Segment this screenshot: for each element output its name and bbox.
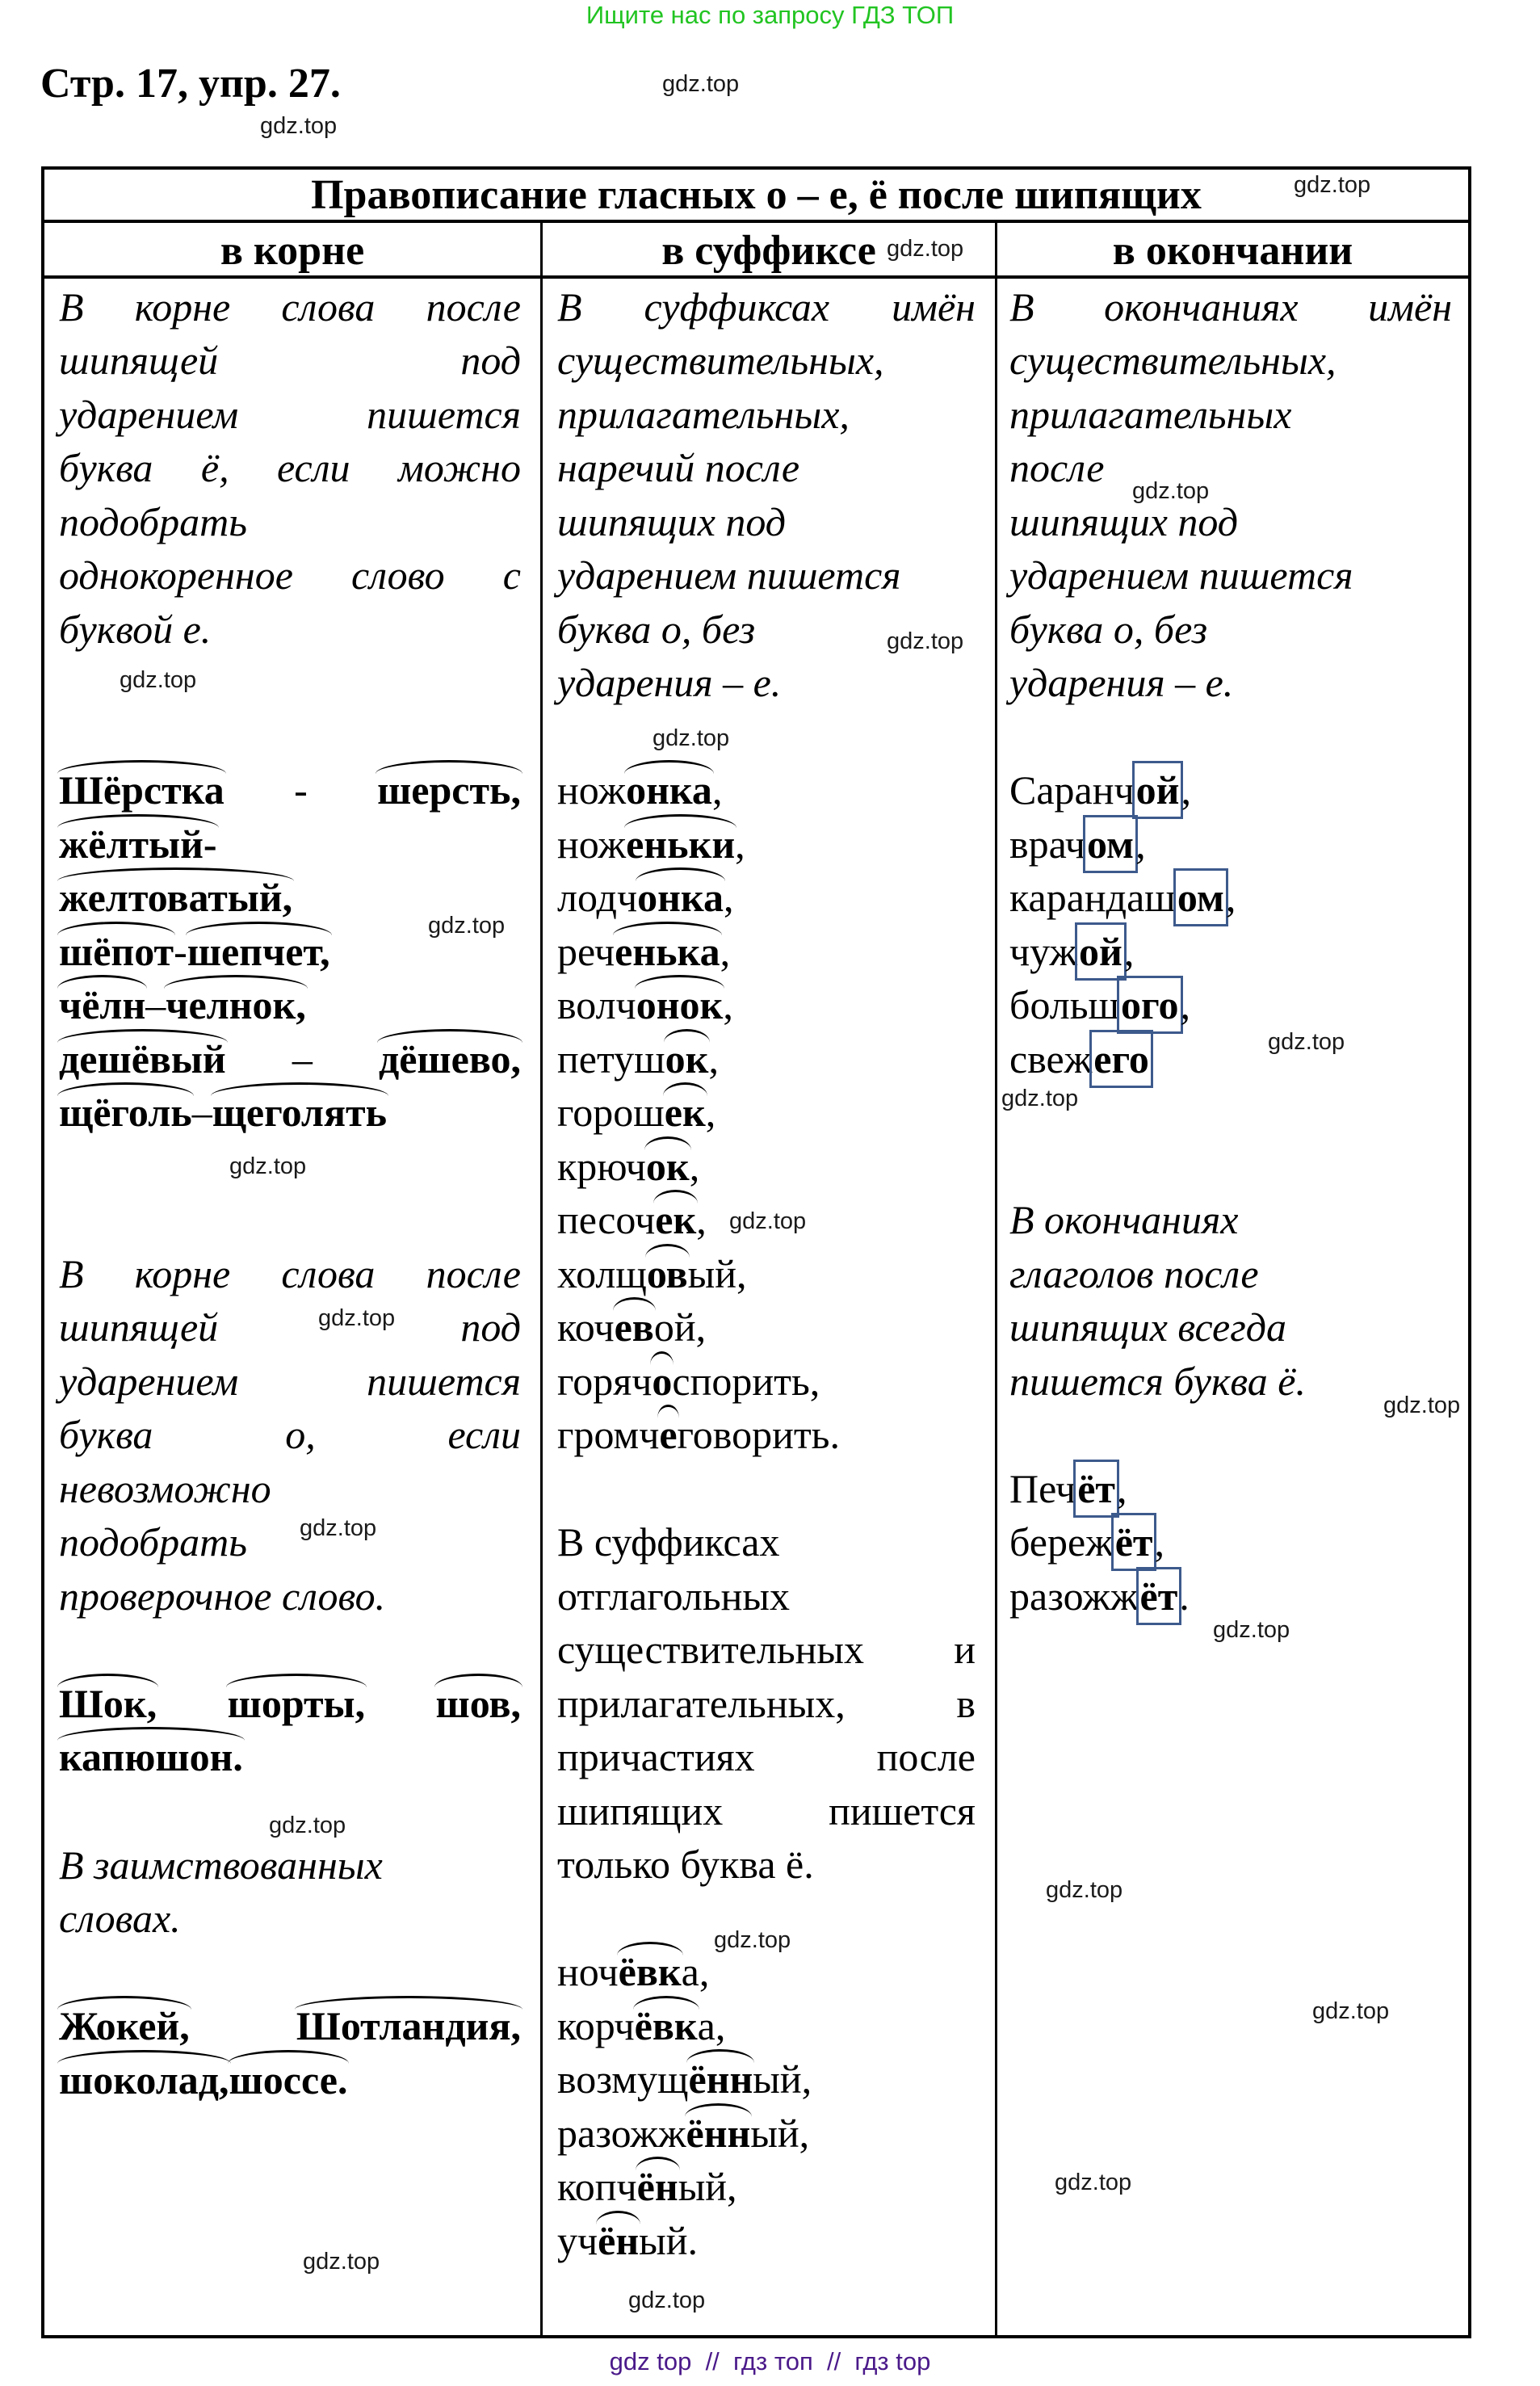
- text-segment: разожж: [1009, 1573, 1139, 1619]
- text-line: [1009, 1032, 1452, 1086]
- text-segment: песоч: [557, 1197, 656, 1242]
- text-segment: с: [502, 552, 521, 598]
- text-segment: ,: [1135, 821, 1146, 867]
- text-segment: ,: [1116, 1466, 1127, 1511]
- text-line: [1009, 978, 1452, 1031]
- text-segment: ,: [711, 767, 723, 813]
- text-segment: В заимствованных: [59, 1842, 383, 1888]
- text-segment: ,: [723, 875, 734, 920]
- text-line: [59, 1300, 521, 1354]
- morpheme-arc: шёпот: [59, 925, 174, 978]
- text-segment: ый,: [678, 2164, 737, 2209]
- watermark: gdz.top: [260, 113, 338, 139]
- text-segment: ударения – е.: [557, 660, 782, 705]
- morpheme-arc: чёлн: [59, 978, 145, 1031]
- text-segment: коч: [557, 1304, 615, 1350]
- watermark: gdz.top: [1132, 478, 1210, 504]
- text-segment: ый,: [750, 2111, 810, 2156]
- morpheme-arc: ек: [655, 1193, 696, 1246]
- watermark: gdz.top: [628, 2287, 706, 2313]
- morpheme-arc: шов,: [436, 1677, 521, 1730]
- text-segment: карандаш: [1009, 875, 1176, 920]
- text-segment: прилагательных,: [557, 392, 850, 437]
- ending-highlight: ого: [1119, 978, 1180, 1031]
- text-segment: разожж: [557, 2111, 686, 2156]
- text-segment: чуж: [1009, 929, 1078, 974]
- text-segment: В: [557, 284, 582, 330]
- text-line: [59, 495, 521, 548]
- text-line: [59, 1838, 521, 1892]
- text-line: [59, 603, 521, 656]
- text-segment: прилагательных,: [557, 1681, 846, 1726]
- text-segment: петуш: [557, 1036, 665, 1082]
- text-segment: ,: [1154, 1519, 1164, 1565]
- text-segment: шипящей: [59, 338, 219, 383]
- text-line: [59, 1355, 521, 1408]
- text-segment: пишется буква ё.: [1009, 1359, 1306, 1404]
- text-segment: существительных,: [557, 338, 884, 383]
- text-segment: –: [145, 982, 166, 1027]
- text-segment: горош: [557, 1090, 665, 1135]
- text-segment: шипящей: [59, 1304, 219, 1350]
- morpheme-arc: ов: [647, 1247, 688, 1300]
- watermark: gdz.top: [729, 1208, 807, 1234]
- text-segment: уч: [557, 2218, 598, 2263]
- text-segment: существительных: [557, 1627, 865, 1672]
- text-line: [557, 1730, 976, 1783]
- text-line: [557, 441, 976, 494]
- text-segment: врач: [1009, 821, 1085, 867]
- ending-highlight: ёт: [1114, 1515, 1155, 1569]
- text-segment: окончаниях: [1104, 284, 1299, 330]
- text-segment: после: [426, 1251, 521, 1296]
- text-segment: под: [460, 1304, 521, 1350]
- text-segment: ударением: [59, 1359, 239, 1404]
- column-header-suffix: в суффиксе: [661, 228, 876, 274]
- text-segment: о,: [285, 1412, 316, 1457]
- text-line: [59, 334, 521, 387]
- morpheme-arc: шорты,: [228, 1677, 365, 1730]
- morpheme-arc: шепчет,: [187, 925, 330, 978]
- morpheme-arc: желтоватый,: [59, 871, 292, 924]
- text-segment: ,: [723, 982, 733, 1027]
- watermark: gdz.top: [1213, 1617, 1290, 1643]
- text-segment: .: [1179, 1573, 1190, 1619]
- text-line: [59, 763, 521, 817]
- text-segment: слова: [281, 284, 376, 330]
- text-segment: ё,: [200, 445, 229, 490]
- text-segment: реч: [557, 929, 615, 974]
- text-segment: больш: [1009, 982, 1120, 1027]
- text-line: [557, 1784, 976, 1838]
- text-segment: после: [876, 1734, 976, 1779]
- text-segment: ,: [1123, 929, 1135, 974]
- text-segment: корне: [134, 1251, 231, 1296]
- text-line: [557, 2160, 976, 2213]
- text-segment: буквой е.: [59, 607, 212, 652]
- text-segment: а,: [697, 2003, 726, 2048]
- morpheme-arc: о: [652, 1355, 672, 1408]
- text-segment: буква о, без: [557, 607, 756, 652]
- text-line: [557, 1569, 976, 1623]
- text-line: [59, 548, 521, 602]
- text-segment: ый.: [639, 2218, 699, 2263]
- text-segment: под: [460, 338, 521, 383]
- text-segment: если: [277, 445, 350, 490]
- text-line: [1009, 1247, 1452, 1300]
- text-segment: ударением пишется: [1009, 552, 1353, 598]
- text-line: [1009, 1515, 1452, 1569]
- text-segment: громч: [557, 1412, 660, 1457]
- morpheme-arc: ёвк: [635, 1999, 698, 2052]
- watermark: gdz.top: [1294, 172, 1371, 198]
- text-line: [1009, 280, 1452, 334]
- text-segment: горяч: [557, 1359, 653, 1404]
- text-line: [557, 1355, 976, 1408]
- text-segment: слова: [281, 1251, 376, 1296]
- text-line: [557, 763, 976, 817]
- text-segment: корне: [134, 284, 231, 330]
- text-segment: наречий после: [557, 445, 800, 490]
- text-line: [59, 1999, 521, 2052]
- text-line: [59, 280, 521, 334]
- text-segment: словах.: [59, 1896, 181, 1941]
- text-line: [59, 1247, 521, 1300]
- page-title: Стр. 17, упр. 27.: [40, 61, 341, 107]
- morpheme-arc: енька: [615, 925, 720, 978]
- text-line: [59, 978, 521, 1031]
- text-segment: прилагательных: [1009, 392, 1292, 437]
- text-segment: слово: [351, 552, 445, 598]
- watermark: gdz.top: [318, 1305, 396, 1331]
- morpheme-arc: ёвк: [619, 1945, 682, 1998]
- text-segment: если: [447, 1412, 521, 1457]
- text-segment: крюч: [557, 1144, 646, 1189]
- text-line: [557, 1677, 976, 1730]
- watermark: gdz.top: [662, 71, 740, 97]
- morpheme-arc: Шок,: [59, 1677, 157, 1730]
- text-segment: ,: [720, 929, 731, 974]
- watermark: gdz.top: [1312, 1998, 1390, 2024]
- morpheme-arc: жёлтый-: [59, 817, 217, 871]
- text-segment: ударения – е.: [1009, 660, 1234, 705]
- ending-highlight: ой: [1135, 763, 1181, 817]
- text-line: [59, 2053, 521, 2107]
- text-segment: ударением: [59, 392, 239, 437]
- morpheme-arc: дешёвый: [59, 1032, 226, 1086]
- text-line: [1009, 1300, 1452, 1354]
- text-segment: в: [956, 1681, 976, 1726]
- text-segment: ,: [689, 1144, 700, 1189]
- text-segment: шипящих: [557, 1788, 724, 1834]
- text-line: [557, 925, 976, 978]
- morpheme-arc: ок: [646, 1140, 690, 1193]
- text-segment: существительных,: [1009, 338, 1336, 383]
- text-line: [557, 1032, 976, 1086]
- text-line: [557, 1838, 976, 1891]
- ending-highlight: ом: [1176, 871, 1226, 924]
- text-segment: Саранч: [1009, 767, 1135, 813]
- text-line: [557, 1515, 976, 1569]
- text-segment: шипящих под: [557, 499, 787, 544]
- text-line: [59, 1892, 521, 1945]
- morpheme-arc: шерсть,: [377, 763, 521, 817]
- text-line: [557, 817, 976, 871]
- morpheme-arc: онка: [626, 763, 712, 817]
- text-segment: нож: [557, 821, 627, 867]
- morpheme-arc: ев: [615, 1300, 654, 1354]
- text-line: [557, 656, 976, 709]
- morpheme-arc: онка: [637, 871, 724, 924]
- column-divider-1: [540, 221, 543, 2338]
- morpheme-arc: щёголь: [59, 1086, 192, 1139]
- ending-highlight: ёт: [1076, 1462, 1117, 1515]
- text-line: [59, 388, 521, 441]
- text-line: [557, 1300, 976, 1354]
- text-segment: имён: [892, 284, 976, 330]
- text-segment: -: [294, 767, 308, 813]
- morpheme-arc: ён: [598, 2214, 639, 2267]
- watermark: gdz.top: [428, 913, 506, 939]
- morpheme-arc: челнок,: [166, 978, 306, 1031]
- text-line: [1009, 817, 1452, 871]
- text-segment: холщ: [557, 1251, 647, 1296]
- text-segment: глаголов после: [1009, 1251, 1259, 1296]
- text-line: [1009, 441, 1452, 494]
- ending-highlight: ёт: [1139, 1569, 1180, 1623]
- text-line: [557, 2052, 976, 2106]
- text-line: [59, 441, 521, 494]
- watermark: gdz.top: [300, 1515, 377, 1541]
- text-segment: однокоренное: [59, 552, 293, 598]
- text-line: [557, 2107, 976, 2160]
- text-segment: пишется: [367, 392, 521, 437]
- text-segment: спорить,: [672, 1359, 820, 1404]
- text-segment: ,: [705, 1090, 716, 1135]
- text-line: [1009, 334, 1452, 387]
- morpheme-arc: шоколад,: [59, 2053, 229, 2107]
- watermark: gdz.top: [887, 236, 964, 262]
- morpheme-arc: ок: [665, 1032, 709, 1086]
- text-segment: проверочное слово.: [59, 1573, 386, 1619]
- column-header-ending: в окончании: [1112, 228, 1353, 274]
- text-segment: В суффиксах: [557, 1519, 780, 1565]
- text-segment: ,: [708, 1036, 719, 1082]
- text-line: [557, 1247, 976, 1300]
- text-line: [1009, 763, 1452, 817]
- column-header-root: в корне: [220, 228, 365, 274]
- text-line: [1009, 548, 1452, 602]
- watermark: gdz.top: [229, 1153, 307, 1179]
- text-segment: невозможно: [59, 1466, 271, 1511]
- text-segment: только буква ё.: [557, 1842, 814, 1887]
- text-segment: пишется: [829, 1788, 976, 1834]
- morpheme-arc: щеголять: [212, 1086, 387, 1139]
- morpheme-arc: Жокей,: [59, 1999, 190, 2052]
- watermark: gdz.top: [120, 667, 197, 693]
- text-segment: имён: [1368, 284, 1452, 330]
- text-line: [1009, 925, 1452, 978]
- text-line: [59, 1408, 521, 1461]
- text-segment: возмущ: [557, 2056, 689, 2102]
- text-line: [557, 1999, 976, 2052]
- text-segment: ,: [696, 1197, 707, 1242]
- text-segment: после: [1009, 445, 1105, 490]
- morpheme-arc: ён: [637, 2160, 678, 2213]
- text-line: [1009, 495, 1452, 548]
- watermark: gdz.top: [1268, 1029, 1345, 1055]
- text-line: [557, 2214, 976, 2267]
- text-segment: буква: [59, 445, 153, 490]
- text-line: [1009, 1569, 1452, 1623]
- text-line: [557, 871, 976, 924]
- text-segment: Печ: [1009, 1466, 1076, 1511]
- ending-highlight: ой: [1077, 925, 1124, 978]
- text-segment: В окончаниях: [1009, 1197, 1239, 1242]
- morpheme-arc: еньки: [626, 817, 735, 871]
- watermark: gdz.top: [269, 1813, 346, 1838]
- text-line: [1009, 603, 1452, 656]
- text-line: [557, 388, 976, 441]
- text-line: [557, 495, 976, 548]
- text-line: [557, 1140, 976, 1193]
- search-banner: Ищите нас по запросу ГДЗ ТОП: [585, 1, 955, 29]
- text-segment: ,: [735, 821, 745, 867]
- text-segment: –: [292, 1036, 313, 1082]
- text-segment: ой,: [653, 1304, 707, 1350]
- text-line: [59, 1677, 521, 1730]
- text-segment: ый,: [687, 1251, 747, 1296]
- morpheme-arc: е: [659, 1408, 677, 1461]
- text-line: [557, 978, 976, 1031]
- table-title: Правописание гласных о – е, ё после шипящих: [311, 172, 1202, 218]
- morpheme-arc: ённ: [688, 2052, 753, 2106]
- text-segment: В: [1009, 284, 1034, 330]
- column-divider-2: [995, 221, 997, 2338]
- text-line: [59, 817, 521, 871]
- morpheme-arc: Шёрстка: [59, 763, 224, 817]
- text-line: [557, 1623, 976, 1676]
- text-segment: ,: [1225, 875, 1236, 920]
- watermark: gdz.top: [1046, 1877, 1123, 1903]
- text-line: [557, 334, 976, 387]
- text-line: [1009, 871, 1452, 924]
- watermark: gdz.top: [1055, 2170, 1132, 2195]
- text-segment: лодч: [557, 875, 638, 920]
- text-segment: буква о, без: [1009, 607, 1208, 652]
- text-line: [59, 1086, 521, 1139]
- text-segment: шипящих всегда: [1009, 1304, 1286, 1350]
- text-line: [59, 1462, 521, 1515]
- text-line: [1009, 388, 1452, 441]
- watermark: gdz.top: [303, 2249, 380, 2275]
- text-segment: подобрать: [59, 499, 247, 544]
- text-segment: ноч: [557, 1949, 619, 1994]
- watermark: gdz.top: [887, 628, 964, 654]
- text-segment: а,: [681, 1949, 710, 1994]
- text-line: [1009, 1462, 1452, 1515]
- morpheme-arc: ек: [665, 1086, 706, 1139]
- text-segment: отглагольных: [557, 1573, 791, 1619]
- text-segment: причастиях: [557, 1734, 755, 1779]
- text-segment: нож: [557, 767, 627, 813]
- text-segment: –: [191, 1090, 212, 1135]
- text-line: [59, 1569, 521, 1623]
- text-segment: ый,: [753, 2056, 812, 2102]
- morpheme-arc: онок: [636, 978, 724, 1031]
- text-line: [557, 1408, 976, 1461]
- text-segment: ,: [1180, 982, 1191, 1027]
- text-line: [1009, 656, 1452, 709]
- watermark: gdz.top: [653, 725, 730, 751]
- text-segment: буква: [59, 1412, 153, 1457]
- text-segment: береж: [1009, 1519, 1114, 1565]
- text-segment: подобрать: [59, 1519, 247, 1565]
- text-segment: копч: [557, 2164, 637, 2209]
- text-line: [557, 280, 976, 334]
- text-line: [557, 1086, 976, 1139]
- ending-highlight: его: [1092, 1032, 1151, 1086]
- text-line: [1009, 1193, 1452, 1246]
- text-segment: суффиксах: [644, 284, 830, 330]
- watermark: gdz.top: [1383, 1393, 1461, 1418]
- morpheme-arc: ённ: [686, 2107, 751, 2160]
- text-segment: пишется: [367, 1359, 521, 1404]
- text-line: [59, 1730, 521, 1783]
- footer-links: gdz top // гдз топ // гдз top: [609, 2347, 931, 2375]
- morpheme-arc: шоссе.: [229, 2053, 348, 2107]
- text-segment: свеж: [1009, 1036, 1093, 1082]
- text-segment: шипящих под: [1009, 499, 1239, 544]
- text-segment: В: [59, 284, 84, 330]
- text-segment: корч: [557, 2003, 635, 2048]
- text-segment: волч: [557, 982, 636, 1027]
- watermark: gdz.top: [714, 1927, 791, 1953]
- morpheme-arc: дёшево,: [379, 1032, 521, 1086]
- text-line: [59, 1515, 521, 1569]
- text-segment: после: [426, 284, 521, 330]
- text-segment: говорить.: [677, 1412, 840, 1457]
- text-segment: можно: [397, 445, 521, 490]
- morpheme-arc: Шотландия,: [296, 1999, 521, 2052]
- morpheme-arc: капюшон.: [59, 1730, 243, 1783]
- text-segment: -: [174, 929, 187, 974]
- text-segment: В: [59, 1251, 84, 1296]
- ending-highlight: ом: [1085, 817, 1135, 871]
- text-segment: и: [954, 1627, 976, 1672]
- text-segment: ,: [1181, 767, 1191, 813]
- watermark: gdz.top: [1001, 1086, 1079, 1111]
- text-line: [557, 548, 976, 602]
- text-segment: ударением пишется: [557, 552, 901, 598]
- text-line: [59, 1032, 521, 1086]
